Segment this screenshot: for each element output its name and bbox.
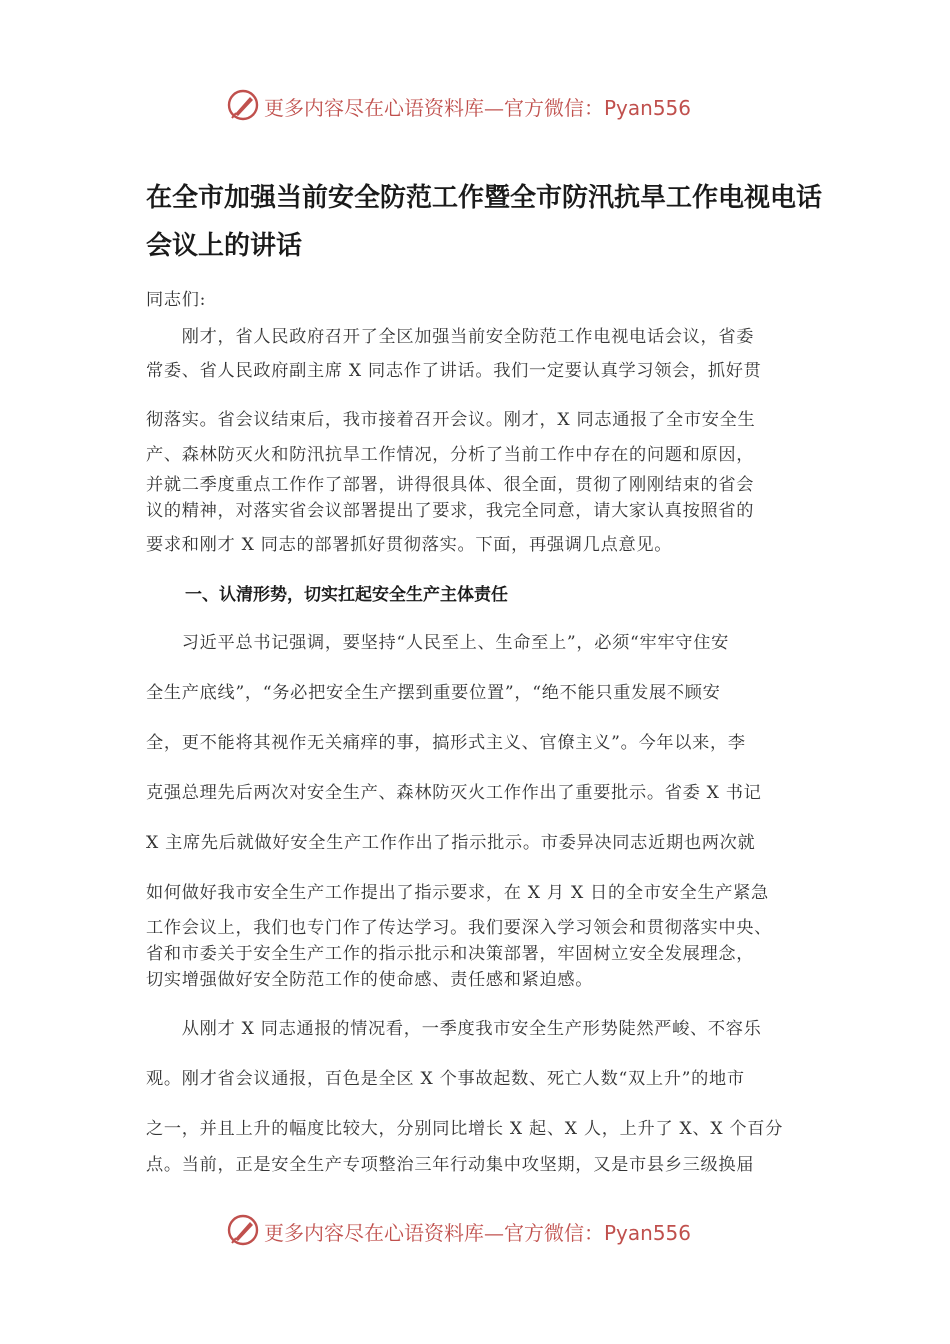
- pen-logo-icon: [226, 1213, 260, 1247]
- paragraph-line: 彻落实。省会议结束后，我市接着召开会议。刚才，X 同志通报了全市安全生: [146, 410, 756, 430]
- banner-wechat-id: Pyan556: [604, 96, 692, 120]
- banner-wechat-label: 官方微信：: [504, 1221, 604, 1245]
- section-heading: 一、认清形势，切实扛起安全生产主体责任: [185, 585, 508, 605]
- paragraph-line: 工作会议上，我们也专门作了传达学习。我们要深入学习领会和贯彻落实中央、: [146, 918, 773, 938]
- paragraph-line: 刚才，省人民政府召开了全区加强当前安全防范工作电视电话会议，省委: [146, 327, 755, 347]
- paragraph-line: 克强总理先后两次对安全生产、森林防灭火工作作出了重要批示。省委 X 书记: [146, 783, 762, 803]
- paragraph-line: 产、森林防灭火和防汛抗旱工作情况，分析了当前工作中存在的问题和原因，: [146, 445, 755, 465]
- banner-text: 更多内容尽在心语资料库: [264, 1221, 484, 1245]
- paragraph-line: 如何做好我市安全生产工作提出了指示要求，在 X 月 X 日的全市安全生产紧急: [146, 883, 769, 903]
- paragraph-line: 切实增强做好安全防范工作的使命感、责任感和紧迫感。: [146, 970, 594, 990]
- banner-separator: —: [484, 1221, 504, 1245]
- paragraph-line: 议的精神，对落实省会议部署提出了要求，我完全同意，请大家认真按照省的: [146, 501, 755, 521]
- banner-wechat-label: 官方微信：: [504, 96, 604, 120]
- banner-text: 更多内容尽在心语资料库: [264, 96, 484, 120]
- paragraph-line: 观。刚才省会议通报，百色是全区 X 个事故起数、死亡人数“双上升”的地市: [146, 1069, 745, 1089]
- paragraph-line: X 主席先后就做好安全生产工作作出了指示批示。市委异决同志近期也两次就: [146, 833, 756, 853]
- banner-wechat-id: Pyan556: [604, 1221, 692, 1245]
- paragraph-line: 要求和刚才 X 同志的部署抓好贯彻落实。下面，再强调几点意见。: [146, 535, 673, 555]
- paragraph-line: 之一，并且上升的幅度比较大，分别同比增长 X 起、X 人，上升了 X、X 个百分: [146, 1119, 784, 1139]
- paragraph-line: 并就二季度重点工作作了部署，讲得很具体、很全面，贯彻了刚刚结束的省会: [146, 475, 755, 495]
- pen-logo-icon: [226, 88, 260, 122]
- document-title: 在全市加强当前安全防范工作暨全市防汛抗旱工作电视电话会议上的讲话: [146, 183, 823, 261]
- footer-watermark-banner: [0, 1211, 950, 1251]
- paragraph-line: 点。当前，正是安全生产专项整治三年行动集中攻坚期，又是市县乡三级换届: [146, 1155, 755, 1175]
- paragraph-line: 全，更不能将其视作无关痛痒的事，搞形式主义、官僚主义”。今年以来，李: [146, 733, 746, 753]
- header-watermark-banner: [0, 86, 950, 126]
- banner-separator: —: [484, 96, 504, 120]
- salutation: 同志们:: [146, 290, 207, 310]
- paragraph-line: 常委、省人民政府副主席 X 同志作了讲话。我们一定要认真学习领会，抓好贯: [146, 361, 762, 381]
- paragraph-line: 习近平总书记强调，要坚持“人民至上、生命至上”，必须“牢牢守住安: [146, 633, 729, 653]
- paragraph-line: 从刚才 X 同志通报的情况看，一季度我市安全生产形势陡然严峻、不容乐: [146, 1019, 762, 1039]
- paragraph-line: 省和市委关于安全生产工作的指示批示和决策部署，牢固树立安全发展理念，: [146, 944, 755, 964]
- paragraph-line: 全生产底线”，“务必把安全生产摆到重要位置”，“绝不能只重发展不顾安: [146, 683, 721, 703]
